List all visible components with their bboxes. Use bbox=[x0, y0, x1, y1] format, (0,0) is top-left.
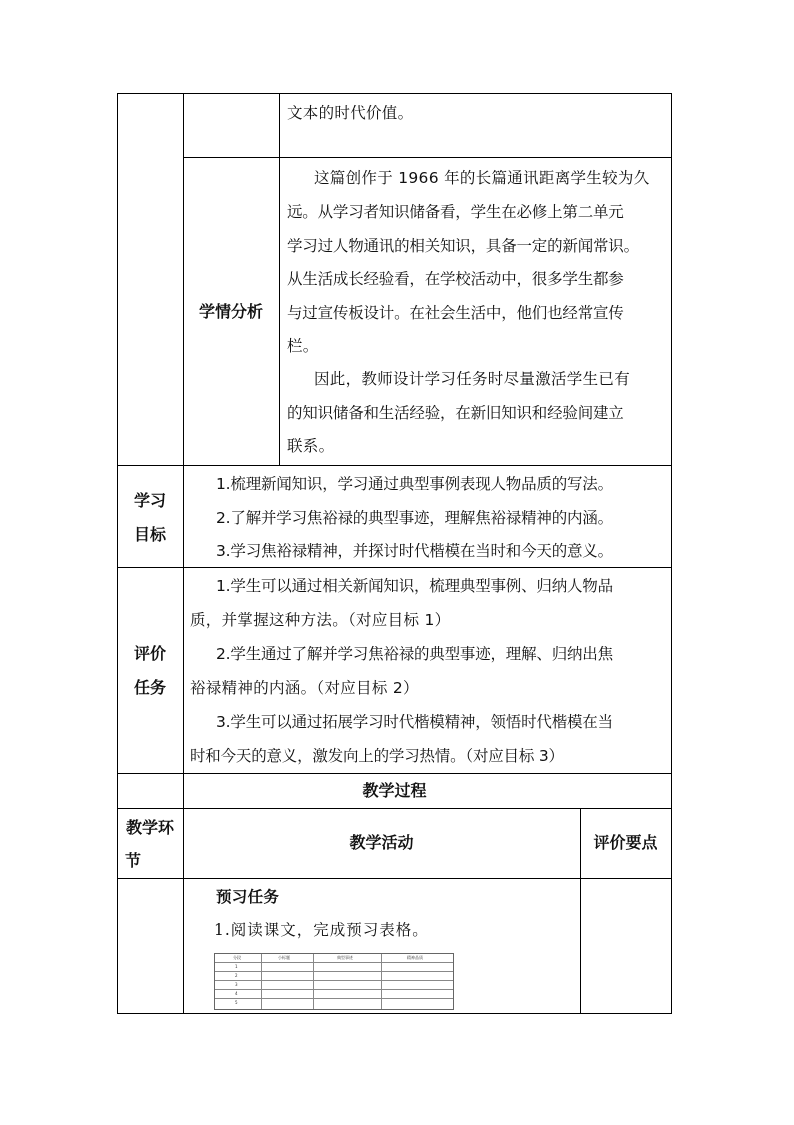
col-activity-header: 教学活动 bbox=[349, 833, 414, 852]
preview-table-row-num: 4 bbox=[235, 991, 238, 996]
analysis-line-7: 因此，教师设计学习任务时尽量激活学生已有 bbox=[314, 370, 631, 388]
col-points-header: 评价要点 bbox=[593, 833, 658, 852]
learner-analysis-label: 学情分析 bbox=[198, 302, 263, 321]
process-title: 教学过程 bbox=[362, 781, 427, 800]
learning-goals-label-2: 目标 bbox=[133, 525, 166, 544]
preview-table-header: 典型事迹 bbox=[337, 955, 353, 960]
learning-goals-label-1: 学习 bbox=[133, 491, 166, 510]
analysis-line-9: 联系。 bbox=[287, 437, 335, 455]
analysis-line-6: 栏。 bbox=[287, 337, 319, 355]
row1-text: 文本的时代价值。 bbox=[287, 104, 414, 122]
eval-line-4: 裕禄精神的内涵。（对应目标 2） bbox=[190, 679, 419, 697]
goal-item-3: 3.学习焦裕禄精神，并探讨时代楷模在当时和今天的意义。 bbox=[216, 542, 613, 560]
analysis-line-4: 从生活成长经验看，在学校活动中，很多学生都参 bbox=[287, 270, 624, 288]
preview-table-row-num: 1 bbox=[235, 964, 238, 969]
analysis-line-1: 这篇创作于 1966 年的长篇通讯距离学生较为久 bbox=[314, 169, 650, 187]
table-right-border bbox=[671, 93, 672, 1014]
col-divider-b bbox=[279, 93, 280, 466]
goal-item-1: 1.梳理新闻知识，学习通过典型事例表现人物品质的写法。 bbox=[216, 475, 613, 493]
eval-line-2: 质，并掌握这种方法。（对应目标 1） bbox=[190, 611, 451, 629]
divider-process-header bbox=[117, 878, 672, 879]
col-stage-header-1: 教学环 bbox=[125, 818, 174, 837]
eval-line-1: 1.学生可以通过相关新闻知识，梳理典型事例、归纳人物品 bbox=[216, 577, 613, 595]
analysis-line-2: 远。从学习者知识储备看，学生在必修上第二单元 bbox=[287, 203, 624, 221]
col-divider-a bbox=[183, 93, 184, 808]
preview-table-row-num: 5 bbox=[235, 1000, 238, 1005]
eval-tasks-label-2: 任务 bbox=[133, 678, 166, 697]
divider-eval bbox=[117, 773, 672, 774]
divider-analysis bbox=[117, 465, 672, 466]
preview-task-title: 预习任务 bbox=[216, 887, 280, 906]
goal-item-2: 2.了解并学习焦裕禄的典型事迹，理解焦裕禄精神的内涵。 bbox=[216, 509, 613, 527]
preview-table-row-num: 2 bbox=[235, 973, 238, 978]
preview-table-header: 分段 bbox=[233, 955, 241, 960]
divider-process-title bbox=[117, 808, 672, 809]
preview-task-item: 1.阅读课文，完成预习表格。 bbox=[214, 921, 429, 939]
analysis-line-5: 与过宣传板设计。在社会生活中，他们也经常宣传 bbox=[287, 304, 624, 322]
eval-line-6: 时和今天的意义，激发向上的学习热情。（对应目标 3） bbox=[190, 747, 564, 765]
preview-table-row-num: 3 bbox=[235, 982, 238, 987]
eval-tasks-label-1: 评价 bbox=[133, 644, 166, 663]
preview-table-header: 小标题 bbox=[278, 955, 290, 960]
divider-row1 bbox=[183, 157, 672, 158]
eval-line-3: 2.学生通过了解并学习焦裕禄的典型事迹，理解、归纳出焦 bbox=[216, 645, 613, 663]
eval-line-5: 3.学生可以通过拓展学习时代楷模精神，领悟时代楷模在当 bbox=[216, 713, 613, 731]
table-top-border bbox=[117, 93, 672, 94]
analysis-line-8: 的知识储备和生活经验，在新旧知识和经验间建立 bbox=[287, 404, 624, 422]
preview-table-header: 精神品质 bbox=[407, 955, 423, 960]
preview-table bbox=[214, 953, 454, 1010]
analysis-line-3: 学习过人物通讯的相关知识，具备一定的新闻常识。 bbox=[287, 237, 639, 255]
table-bottom-border bbox=[117, 1013, 672, 1014]
col-stage-header-2: 节 bbox=[124, 851, 141, 870]
